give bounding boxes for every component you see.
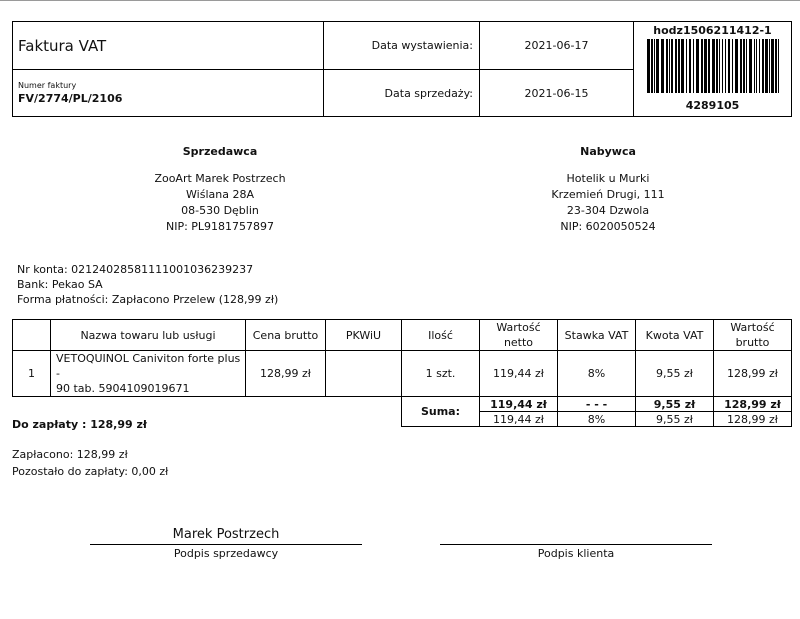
barcode-bar [671, 39, 673, 93]
issue-date-value: 2021-06-17 [480, 22, 634, 70]
col-name: Nazwa towaru lub usługi [51, 320, 246, 351]
barcode-bar [708, 39, 710, 93]
row-vat-rate: 8% [558, 351, 636, 397]
barcode-bar [656, 39, 659, 93]
barcode-bar [716, 39, 718, 93]
buyer-name: Hotelik u Murki [566, 172, 650, 185]
barcode-bar [712, 39, 715, 93]
barcode-bar [689, 39, 691, 93]
col-qty: Ilość [402, 320, 480, 351]
buyer-nip: NIP: 6020050524 [560, 220, 656, 233]
sum-total-row [13, 397, 792, 412]
sum-net-value: 119,44 zł [480, 397, 558, 412]
document-title: Faktura VAT [13, 22, 324, 70]
barcode-bar [681, 39, 684, 93]
barcode-bar [735, 39, 738, 93]
barcode-bar [769, 39, 770, 93]
client-signature-line [440, 544, 712, 545]
payment-summary [12, 446, 168, 480]
buyer-street: Krzemień Drugi, 111 [551, 188, 665, 201]
seller-city: 08-530 Dęblin [181, 204, 259, 217]
col-gross-value-line1: Wartość [730, 321, 775, 334]
client-signature-label: Podpis klienta [537, 547, 615, 560]
row-vat-amount: 9,55 zł [636, 351, 714, 397]
row-product-name-line1: VETOQUINOL Caniviton forte plus - [56, 352, 241, 380]
row-pkwiu [326, 351, 402, 397]
sale-date-label: Data sprzedaży: [324, 70, 480, 117]
sum-gross-value: 128,99 zł [714, 397, 792, 412]
invoice-number: FV/2774/PL/2106 [18, 92, 123, 105]
barcode-bar [778, 39, 779, 93]
barcode-code: hodz1506211412-1 [653, 24, 772, 37]
barcode-bar [743, 39, 745, 93]
row-product-name [51, 351, 246, 397]
seller-signature-line [90, 544, 362, 545]
col-gross-value [714, 320, 792, 351]
barcode-bar [647, 39, 650, 93]
sum-vat-rate: - - - [558, 397, 636, 412]
payment-method: Forma płatności: Zapłacono Przelew (128,99 zł) [17, 293, 279, 306]
col-lp [13, 320, 51, 351]
row-net-value: 119,44 zł [480, 351, 558, 397]
barcode-bar [762, 39, 764, 93]
col-vat-rate: Stawka VAT [558, 320, 636, 351]
buyer-block [483, 144, 733, 235]
barcode-bar [754, 39, 755, 93]
seller-signature-label: Podpis sprzedawcy [173, 547, 279, 560]
table-row [13, 351, 792, 397]
sum-spacer [13, 397, 402, 412]
issue-date-label: Data wystawienia: [324, 22, 480, 70]
barcode-bar [669, 39, 670, 93]
barcode-bar [759, 39, 760, 93]
barcode-bar [701, 39, 703, 93]
barcode-bar [775, 39, 777, 93]
barcode-number: 4289105 [685, 99, 740, 112]
remaining-amount: Pozostało do zapłaty: 0,00 zł [12, 465, 169, 478]
barcode-bar [704, 39, 707, 93]
seller-name: ZooArt Marek Postrzech [154, 172, 286, 185]
sum-label: Suma: [402, 397, 480, 427]
payment-info [17, 262, 278, 307]
barcode-bar [771, 39, 774, 93]
barcode-bar [651, 39, 653, 93]
barcode-bar [675, 39, 677, 93]
barcode-bar [719, 39, 720, 93]
row-gross-price: 128,99 zł [246, 351, 326, 397]
barcode-bar [725, 39, 726, 93]
bank-account: Nr konta: 02124028581111001036239237 [17, 263, 254, 276]
invoice-number-label: Numer faktury [18, 81, 77, 90]
row-gross-value: 128,99 zł [714, 351, 792, 397]
barcode-bar [686, 39, 687, 93]
barcode-bar [696, 39, 699, 93]
amount-due: Do zapłaty : 128,99 zł [12, 418, 147, 431]
rate-net-value: 119,44 zł [480, 412, 558, 427]
col-gross-price: Cena brutto [246, 320, 326, 351]
seller-signature-name: Marek Postrzech [172, 527, 280, 542]
barcode-bar [654, 39, 655, 93]
barcode-icon [646, 39, 780, 93]
paid-amount: Zapłacono: 128,99 zł [12, 448, 128, 461]
items-table [12, 319, 792, 427]
row-qty: 1 szt. [402, 351, 480, 397]
rate-vat-amount: 9,55 zł [636, 412, 714, 427]
row-lp: 1 [13, 351, 51, 397]
seller-nip: NIP: PL9181757897 [165, 220, 275, 233]
sum-vat-amount: 9,55 zł [636, 397, 714, 412]
barcode-bar [765, 39, 768, 93]
barcode-bar [693, 39, 694, 93]
barcode-bar [722, 39, 723, 93]
col-net-value-line1: Wartość [496, 321, 541, 334]
col-vat-amount: Kwota VAT [636, 320, 714, 351]
barcode-bar [728, 39, 730, 93]
rate-gross-value: 128,99 zł [714, 412, 792, 427]
col-net-value-line2: netto [503, 336, 534, 349]
barcode-block [634, 22, 792, 117]
sale-date-value: 2021-06-15 [480, 70, 634, 117]
col-net-value [480, 320, 558, 351]
barcode-bar [666, 39, 668, 93]
barcode-bar [661, 39, 664, 93]
col-pkwiu: PKWiU [326, 320, 402, 351]
rate-vat-rate: 8% [558, 412, 636, 427]
bank-name: Bank: Pekao SA [17, 278, 103, 291]
buyer-heading: Nabywca [580, 145, 636, 158]
buyer-city: 23-304 Dzwola [566, 204, 650, 217]
seller-street: Wiślana 28A [186, 188, 254, 201]
barcode-bar [746, 39, 747, 93]
top-border [0, 0, 800, 1]
table-header-row [13, 320, 792, 351]
barcode-bar [678, 39, 680, 93]
invoice-number-cell [13, 70, 324, 117]
col-gross-value-line2: brutto [735, 336, 770, 349]
barcode-bar [756, 39, 757, 93]
barcode-bar [732, 39, 733, 93]
invoice-header [12, 21, 792, 117]
seller-heading: Sprzedawca [182, 145, 258, 158]
barcode-bar [740, 39, 742, 93]
seller-block [95, 144, 345, 235]
barcode-bar [749, 39, 752, 93]
row-product-name-line2: 90 tab. 5904109019671 [56, 382, 190, 395]
